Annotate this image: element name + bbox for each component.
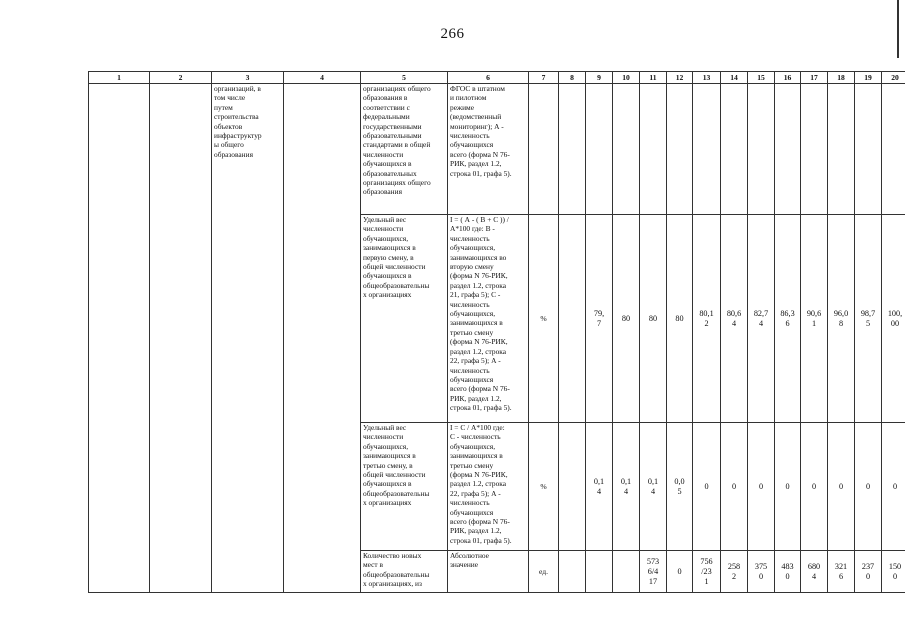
col-header: 6 [448, 72, 529, 84]
value-cell [667, 84, 693, 215]
value-cell [559, 84, 586, 215]
value-cell: 80 [667, 215, 693, 423]
indicator-formula: Абсолютное значение [448, 551, 529, 593]
col-header: 16 [775, 72, 801, 84]
col-header: 2 [150, 72, 212, 84]
value-cell: 80 [640, 215, 667, 423]
col-header: 12 [667, 72, 693, 84]
indicator-formula: I = ( А - ( В + С )) / А*100 где: В - численность обучающихся, занимающихся во вторую смену (форма N 76-РИК, раздел 1.2, строка 21, графа 5); С - численность обучающихся, занимающихся в третью смену (форма N 76-РИК, раздел 1.2, строка 22, графа 5); А - численность обучающихся всего (форма N 76- РИК, раздел 1.2, строка 01, графа 5). [448, 215, 529, 423]
col-header: 9 [586, 72, 613, 84]
value-cell: 756 /23 1 [693, 551, 721, 593]
col-header: 15 [748, 72, 775, 84]
value-cell: 80,6 4 [721, 215, 748, 423]
value-cell: 150 0 [882, 551, 905, 593]
value-cell [828, 84, 855, 215]
unit-cell: % [529, 215, 559, 423]
value-cell [855, 84, 882, 215]
col-header: 8 [559, 72, 586, 84]
page-number: 266 [440, 26, 465, 42]
value-cell [559, 215, 586, 423]
value-cell: 80 [613, 215, 640, 423]
cell-col1 [89, 84, 150, 593]
value-cell [613, 551, 640, 593]
value-cell [559, 423, 586, 551]
value-cell: 0,1 4 [640, 423, 667, 551]
value-cell: 680 4 [801, 551, 828, 593]
value-cell: 0 [693, 423, 721, 551]
value-cell [721, 84, 748, 215]
value-cell [586, 551, 613, 593]
value-cell: 96,0 8 [828, 215, 855, 423]
col-header: 11 [640, 72, 667, 84]
unit-cell: % [529, 423, 559, 551]
indicators-table [88, 71, 905, 593]
col-header: 13 [693, 72, 721, 84]
value-cell: 0 [748, 423, 775, 551]
indicator-formula: ФГОС в штатном и пилотном режиме (ведомственный мониторинг); А - численность обучающихся всего (форма N 76- РИК, раздел 1.2, строка 01, графа 5). [448, 84, 529, 215]
col-header: 5 [361, 72, 448, 84]
value-cell [640, 84, 667, 215]
value-cell: 0 [855, 423, 882, 551]
value-cell: 0,0 5 [667, 423, 693, 551]
col-header: 4 [284, 72, 361, 84]
value-cell [693, 84, 721, 215]
value-cell: 258 2 [721, 551, 748, 593]
indicator-name: Удельный вес численности обучающихся, занимающихся в третью смену, в общей численности обучающихся в общеобразовательны х организациях [361, 423, 448, 551]
value-cell: 0 [667, 551, 693, 593]
value-cell: 98,7 5 [855, 215, 882, 423]
page-edge-line [897, 0, 899, 58]
value-cell: 0 [721, 423, 748, 551]
value-cell: 321 6 [828, 551, 855, 593]
indicator-name: организациях общего образования в соответствии с федеральными государственными образовательными стандартами в общей численности обучающихся в образовательных организациях общего образования [361, 84, 448, 215]
indicator-name: Количество новых мест в общеобразовательны х организациях, из [361, 551, 448, 593]
value-cell: 237 0 [855, 551, 882, 593]
value-cell [775, 84, 801, 215]
value-cell: 0,1 4 [586, 423, 613, 551]
value-cell: 573 6/4 17 [640, 551, 667, 593]
value-cell: 100, 00 [882, 215, 905, 423]
col-header: 1 [89, 72, 150, 84]
table-row [89, 84, 905, 215]
col-header: 20 [882, 72, 905, 84]
col-header: 18 [828, 72, 855, 84]
cell-col4 [284, 84, 361, 593]
col-header: 7 [529, 72, 559, 84]
value-cell [882, 84, 905, 215]
value-cell [613, 84, 640, 215]
value-cell [559, 551, 586, 593]
value-cell: 80,1 2 [693, 215, 721, 423]
value-cell: 0 [775, 423, 801, 551]
value-cell: 79, 7 [586, 215, 613, 423]
col-header: 3 [212, 72, 284, 84]
value-cell: 0 [828, 423, 855, 551]
value-cell: 86,3 6 [775, 215, 801, 423]
col-header: 19 [855, 72, 882, 84]
value-cell: 82,7 4 [748, 215, 775, 423]
header-row [89, 72, 905, 84]
cell-col2 [150, 84, 212, 593]
col-header: 17 [801, 72, 828, 84]
value-cell [586, 84, 613, 215]
cell-goal-text: организаций, в том числе путем строительства объектов инфраструктур ы общего образования [212, 84, 284, 593]
value-cell [801, 84, 828, 215]
col-header: 14 [721, 72, 748, 84]
unit-cell [529, 84, 559, 215]
value-cell: 483 0 [775, 551, 801, 593]
value-cell: 90,6 1 [801, 215, 828, 423]
unit-cell: ед. [529, 551, 559, 593]
value-cell: 0 [801, 423, 828, 551]
value-cell: 0 [882, 423, 905, 551]
value-cell: 0,1 4 [613, 423, 640, 551]
value-cell: 375 0 [748, 551, 775, 593]
col-header: 10 [613, 72, 640, 84]
indicator-formula: I = С / А*100 где: С - численность обучающихся, занимающихся в третью смену (форма N 76-РИК, раздел 1.2, строка 22, графа 5); А - численность обучающихся всего (форма N 76- РИК, раздел 1.2, строка 01, графа 5). [448, 423, 529, 551]
value-cell [748, 84, 775, 215]
indicator-name: Удельный вес численности обучающихся, занимающихся в первую смену, в общей численности обучающихся в общеобразовательны х организациях [361, 215, 448, 423]
